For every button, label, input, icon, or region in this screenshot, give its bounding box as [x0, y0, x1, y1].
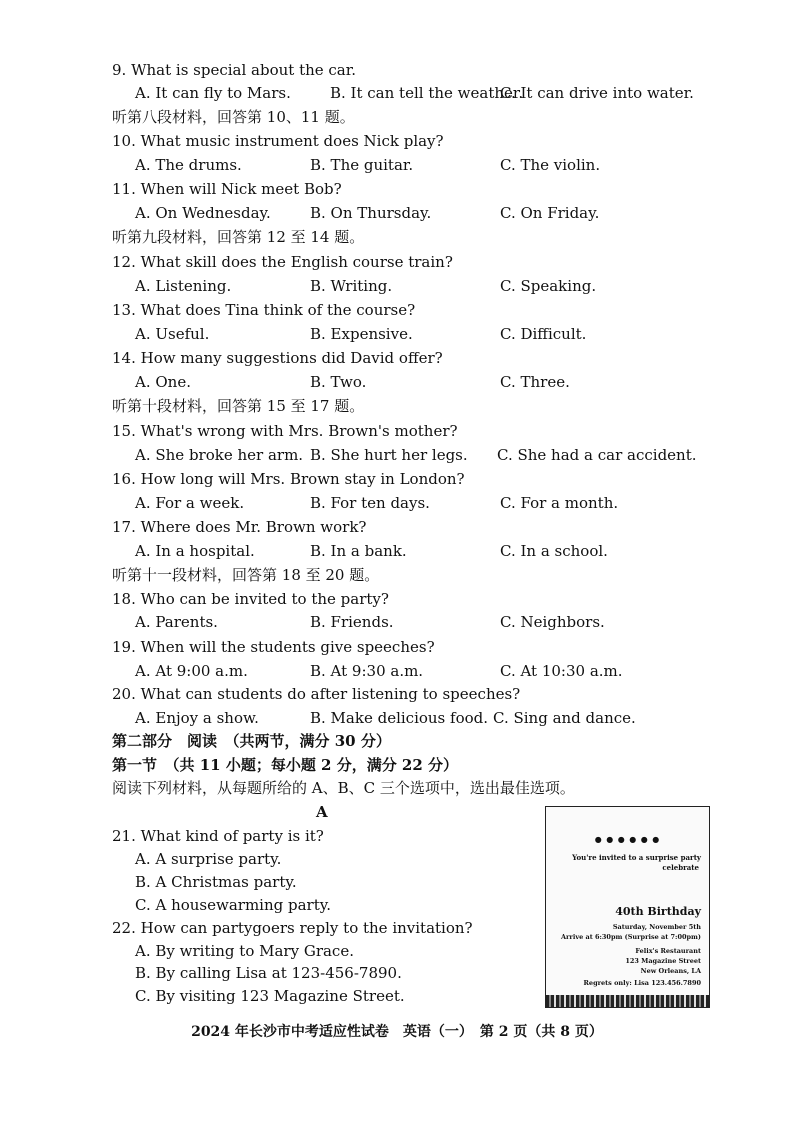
- invitation-line-1: You're invited to a surprise party: [572, 853, 701, 862]
- section-one-heading: 第一节 （共 11 小题；每小题 2 分，满分 22 分）: [112, 756, 459, 774]
- question-21-option-b: B. A Christmas party.: [135, 873, 297, 891]
- question-10-options: [135, 155, 735, 175]
- option-b: B. The guitar.: [310, 156, 414, 174]
- option-b: B. At 9:30 a.m.: [310, 662, 424, 680]
- option-b: B. On Thursday.: [310, 204, 432, 222]
- option-c: C. She had a car accident.: [497, 446, 697, 464]
- option-a: A. At 9:00 a.m.: [135, 662, 248, 680]
- option-b: B. Two.: [310, 373, 367, 391]
- option-c: C. Neighbors.: [500, 613, 605, 631]
- reading-instruction: 阅读下列材料，从每题所给的 A、B、C 三个选项中，选出最佳选项。: [112, 779, 575, 797]
- option-a: A. For a week.: [135, 494, 245, 512]
- question-13-stem: 13. What does Tina think of the course?: [112, 301, 416, 319]
- option-b: B. Writing.: [310, 277, 393, 295]
- option-a: A. In a hospital.: [135, 542, 255, 560]
- question-9-options: [135, 83, 735, 103]
- question-13-options: [135, 324, 735, 344]
- section-heading-10: 听第十段材料，回答第 15 至 17 题。: [112, 397, 365, 415]
- question-20-options: [135, 708, 735, 728]
- invitation-street: 123 Magazine Street: [625, 957, 701, 965]
- option-a: A. Enjoy a show.: [135, 709, 259, 727]
- question-19-options: [135, 661, 735, 681]
- question-10-stem: 10. What music instrument does Nick play?: [112, 132, 444, 150]
- question-21-stem: 21. What kind of party is it?: [112, 827, 324, 845]
- question-15-options: [135, 445, 735, 465]
- question-22-stem: 22. How can partygoers reply to the invitation?: [112, 919, 473, 937]
- section-heading-8: 听第八段材料，回答第 10、11 题。: [112, 108, 355, 126]
- invitation-card: [545, 806, 710, 1008]
- option-c: C. Three.: [500, 373, 570, 391]
- question-22-option-b: B. By calling Lisa at 123-456-7890.: [135, 964, 402, 982]
- invitation-city: New Orleans, LA: [640, 967, 701, 975]
- option-b: B. Expensive.: [310, 325, 413, 343]
- option-a: A. The drums.: [135, 156, 242, 174]
- option-c: C. The violin.: [500, 156, 601, 174]
- option-c: C. In a school.: [500, 542, 608, 560]
- option-c: C. Difficult.: [500, 325, 587, 343]
- part-two-heading: 第二部分 阅读 （共两节，满分 30 分）: [112, 732, 391, 750]
- option-a: A. It can fly to Mars.: [135, 84, 291, 102]
- decorative-dots: ● ● ● ● ● ●: [594, 835, 661, 844]
- question-14-options: [135, 372, 735, 392]
- section-heading-11: 听第十一段材料，回答第 18 至 20 题。: [112, 566, 380, 584]
- option-a: A. Useful.: [135, 325, 210, 343]
- invitation-arrival: Arrive at 6:30pm (Surprise at 7:00pm): [560, 933, 701, 941]
- question-17-options: [135, 541, 735, 561]
- option-c: C. For a month.: [500, 494, 619, 512]
- question-9-stem: 9. What is special about the car.: [112, 61, 357, 79]
- page-footer: 2024 年长沙市中考适应性试卷 英语（一） 第 2 页（共 8 页）: [191, 1024, 603, 1040]
- option-a: A. Parents.: [135, 613, 218, 631]
- question-21-option-c: C. A housewarming party.: [135, 896, 332, 914]
- question-18-options: [135, 612, 735, 632]
- option-b: B. Friends.: [310, 613, 394, 631]
- question-14-stem: 14. How many suggestions did David offer?: [112, 349, 443, 367]
- passage-label: A: [316, 803, 328, 821]
- option-c: C. At 10:30 a.m.: [500, 662, 623, 680]
- option-a: A. One.: [135, 373, 191, 391]
- question-16-stem: 16. How long will Mrs. Brown stay in London?: [112, 470, 465, 488]
- option-a: A. She broke her arm.: [135, 446, 304, 464]
- invitation-title: 40th Birthday: [615, 905, 701, 918]
- option-b: B. In a bank.: [310, 542, 407, 560]
- option-c: C. On Friday.: [500, 204, 600, 222]
- question-18-stem: 18. Who can be invited to the party?: [112, 590, 389, 608]
- option-c: C. Sing and dance.: [493, 709, 636, 727]
- question-12-stem: 12. What skill does the English course train?: [112, 253, 453, 271]
- question-21-option-a: A. A surprise party.: [135, 850, 282, 868]
- option-b: B. Make delicious food.: [310, 709, 489, 727]
- option-b: B. It can tell the weather.: [330, 84, 524, 102]
- question-15-stem: 15. What's wrong with Mrs. Brown's mother?: [112, 422, 458, 440]
- option-a: A. Listening.: [135, 277, 232, 295]
- invitation-venue: Felix's Restaurant: [635, 947, 701, 955]
- question-11-stem: 11. When will Nick meet Bob?: [112, 180, 342, 198]
- question-16-options: [135, 493, 735, 513]
- option-b: B. For ten days.: [310, 494, 430, 512]
- question-22-option-c: C. By visiting 123 Magazine Street.: [135, 987, 405, 1005]
- question-22-option-a: A. By writing to Mary Grace.: [135, 942, 354, 960]
- question-17-stem: 17. Where does Mr. Brown work?: [112, 518, 367, 536]
- option-b: B. She hurt her legs.: [310, 446, 468, 464]
- invitation-date: Saturday, November 5th: [612, 923, 701, 931]
- question-19-stem: 19. When will the students give speeches?: [112, 638, 435, 656]
- question-20-stem: 20. What can students do after listening to speeches?: [112, 685, 521, 703]
- question-12-options: [135, 276, 735, 296]
- decorative-border: [546, 995, 709, 1007]
- question-11-options: [135, 203, 735, 223]
- option-c: C. Speaking.: [500, 277, 597, 295]
- section-heading-9: 听第九段材料，回答第 12 至 14 题。: [112, 228, 365, 246]
- option-c: C. It can drive into water.: [500, 84, 694, 102]
- invitation-rsvp: Regrets only: Lisa 123.456.7890: [583, 979, 701, 987]
- option-a: A. On Wednesday.: [135, 204, 271, 222]
- invitation-line-2: celebrate: [662, 863, 699, 872]
